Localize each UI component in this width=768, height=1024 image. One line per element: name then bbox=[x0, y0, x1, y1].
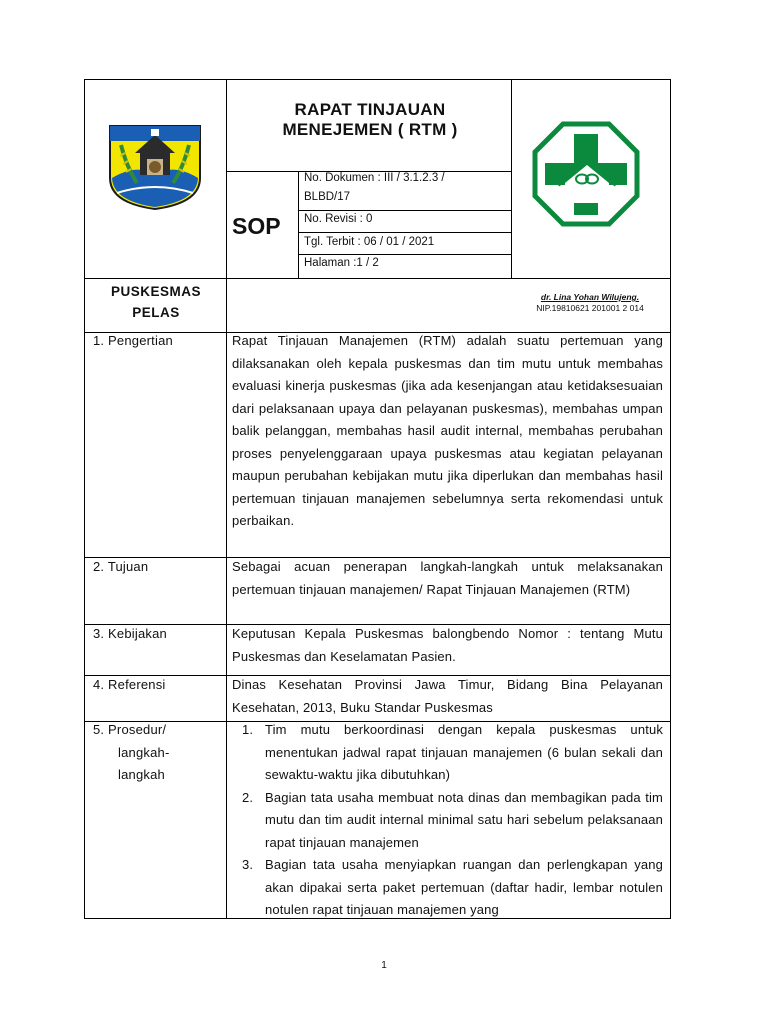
step-number: 1. bbox=[242, 722, 254, 737]
sop-label: SOP bbox=[232, 213, 281, 239]
document-title: RAPAT TINJAUAN MENEJEMEN ( RTM ) bbox=[282, 100, 458, 139]
label-kebijakan: 3. Kebijakan bbox=[93, 626, 167, 641]
puskesmas-name: PUSKESMAS PELAS bbox=[110, 284, 201, 320]
step-number: 2. bbox=[242, 789, 254, 805]
text-pengertian: Rapat Tinjauan Manajemen (RTM) adalah suatu pertemuan yang dilaksanakan oleh kepala puskesmas dan tim mutu untuk membahas evaluasi kinerja puskesmas (jika ada kesenjangan atau ketidaksesuaian dari pelaksanaan upaya dan pelayanan puskesmas), membahas umpan balik pelanggan, membahas hasil audit internal, membahas perubahan proses penyelenggaraan upaya puskesmas atau kegiatan pelayanan maupun perubahan kebijakan mutu jika diperlukan dan membahas hasil pertemuan tinjauan manajemen sebelumnya serta rekomendasi untuk perbaikan. bbox=[232, 333, 663, 528]
regional-emblem-icon bbox=[107, 123, 203, 210]
signer-name: dr. Lina Yohan Wilujeng. bbox=[540, 292, 640, 302]
label-referensi: 4. Referensi bbox=[93, 677, 166, 692]
document-number: No. Dokumen : III / 3.1.2.3 / BLBD/17 bbox=[304, 172, 445, 203]
procedure-step bbox=[232, 787, 663, 855]
step-text: Bagian tata usaha menyiapkan ruangan dan perlengkapan yang akan dipakai serta paket pertemuan (daftar hadir, lembar notulen notulen rapat tinjauan manajemen yang bbox=[265, 857, 663, 917]
page-number: 1 bbox=[381, 960, 387, 971]
text-tujuan: Sebagai acuan penerapan langkah-langkah untuk melaksanakan pertemuan tinjauan manajemen/ Rapat Tinjauan Manajemen (RTM) bbox=[232, 559, 663, 597]
label-prosedur: 5. Prosedur/ langkah- langkah bbox=[93, 722, 170, 782]
page-count: Halaman :1 / 2 bbox=[304, 257, 379, 269]
label-tujuan: 2. Tujuan bbox=[93, 559, 149, 574]
procedure-steps bbox=[232, 719, 663, 918]
label-pengertian: 1. Pengertian bbox=[93, 333, 173, 348]
text-kebijakan: Keputusan Kepala Puskesmas balongbendo Nomor : tentang Mutu Puskesmas dan Keselamatan Pasien. bbox=[232, 626, 663, 664]
puskesmas-logo-icon bbox=[532, 121, 640, 227]
issue-date: Tgl. Terbit : 06 / 01 / 2021 bbox=[304, 236, 435, 248]
procedure-step bbox=[232, 719, 663, 787]
text-referensi: Dinas Kesehatan Provinsi Jawa Timur, Bidang Bina Pelayanan Kesehatan, 2013, Buku Standar Puskesmas bbox=[232, 677, 663, 715]
step-text: Tim mutu berkoordinasi dengan kepala puskesmas untuk menentukan jadwal rapat tinjauan manajemen (6 bulan sekali dan sewaktu-waktu jika dibutuhkan) bbox=[265, 722, 663, 782]
signer-block bbox=[515, 292, 665, 314]
step-number: 3. bbox=[242, 857, 254, 872]
step-text: Bagian tata usaha membuat nota dinas dan membagikan pada tim mutu dan tim audit internal minimal satu hari sebelum pelaksanaan rapat tinjauan manajemen bbox=[265, 789, 663, 850]
procedure-step bbox=[232, 854, 663, 918]
revision-number: No. Revisi : 0 bbox=[304, 213, 373, 225]
signer-nip: NIP.19810621 201001 2 014 bbox=[536, 303, 644, 313]
